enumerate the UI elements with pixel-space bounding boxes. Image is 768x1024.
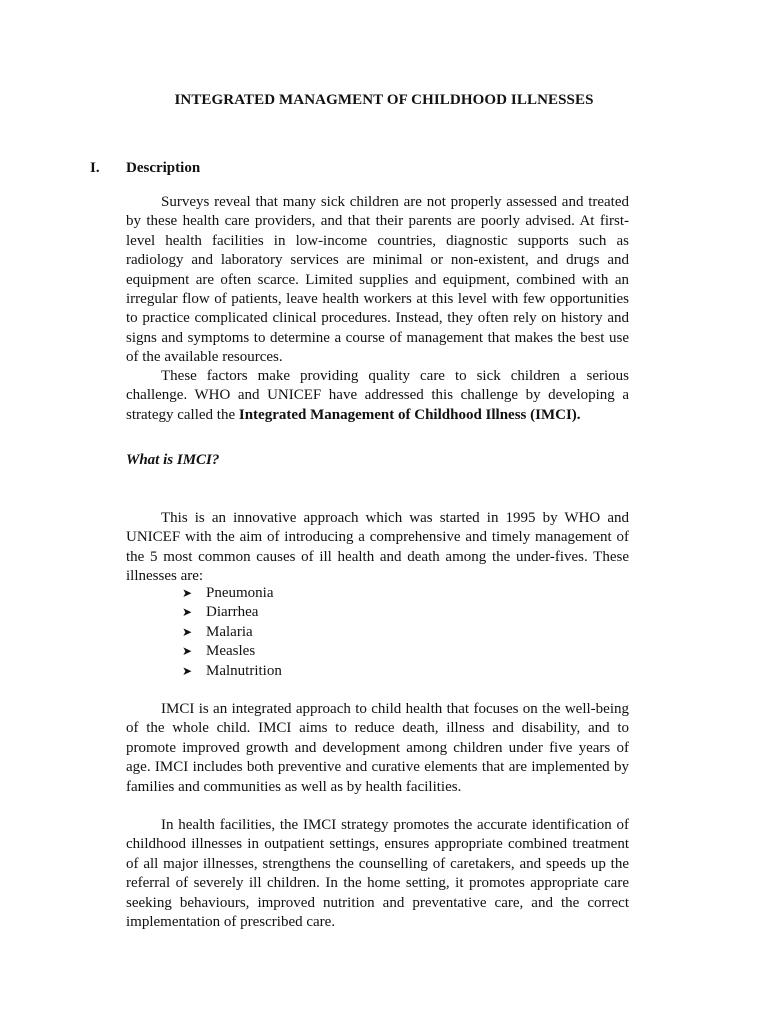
what-is-imci-heading: What is IMCI? (126, 452, 220, 468)
list-item (182, 584, 282, 603)
arrow-bullet-icon: ➤ (182, 624, 193, 639)
section-number: I. (90, 160, 100, 176)
paragraph-health-facilities: In health facilities, the IMCI strategy promotes the accurate identification of childhood illnesses in outpatient settings, ensures appropriate combined treatment of all major illnesses, strengthens the counselling of caretakers, and speeds up the referral of severely ill children. In the home setting, it promotes appropriate care seeking behaviours, improved nutrition and preventative care, and the correct implementation of prescribed care. (126, 817, 629, 931)
illness-name: Measles (206, 643, 256, 660)
list-item (182, 662, 282, 681)
paragraph-surveys: Surveys reveal that many sick children are not properly assessed and treated by these health care providers, and that their parents are poorly advised. At first-level health facilities in low-income countries, diagnostic supports such as radiology and laboratory services are minimal or non-existent, and drugs and equipment are often scarce. Limited supplies and equipment, combined with an irregular flow of patients, leave health workers at this level with few opportunities to practice complicated clinical procedures. Instead, they often rely on history and signs and symptoms to determine a course of management that makes the best use of the available resources. (126, 194, 629, 366)
list-item (182, 603, 282, 622)
illness-name: Diarrhea (206, 604, 259, 621)
arrow-bullet-icon: ➤ (182, 605, 193, 620)
illness-name: Pneumonia (206, 585, 274, 601)
arrow-bullet-icon: ➤ (182, 663, 193, 678)
list-item (182, 642, 282, 661)
section-title: Description (126, 160, 201, 176)
arrow-bullet-icon: ➤ (182, 644, 193, 659)
paragraph-factors-text: These factors make providing quality care to sick children a serious challenge. WHO and UNICEF have addressed this challenge by developing a strategy called the (126, 368, 629, 423)
illness-list (182, 584, 282, 681)
list-item (182, 623, 282, 642)
arrow-bullet-icon: ➤ (182, 586, 193, 600)
illness-name: Malnutrition (206, 662, 282, 679)
paragraph-integrated-approach: IMCI is an integrated approach to child health that focuses on the well-being of the whole child. IMCI aims to reduce death, illness and disability, and to promote improved growth and development among children under five years of age. IMCI includes both preventive and curative elements that are implemented by families and communities as well as by health facilities. (126, 701, 629, 795)
illness-name: Malaria (206, 623, 253, 640)
imci-strategy-name: Integrated Management of Childhood Illness (IMCI). (238, 406, 581, 423)
document-title: INTEGRATED MANAGMENT OF CHILDHOOD ILLNESSES (174, 92, 594, 108)
paragraph-factors (126, 367, 629, 425)
paragraph-innovative-approach: This is an innovative approach which was started in 1995 by WHO and UNICEF with the aim of introducing a comprehensive and timely management of the 5 most common causes of ill health and death among the under-fives. These illnesses are: (126, 510, 629, 585)
